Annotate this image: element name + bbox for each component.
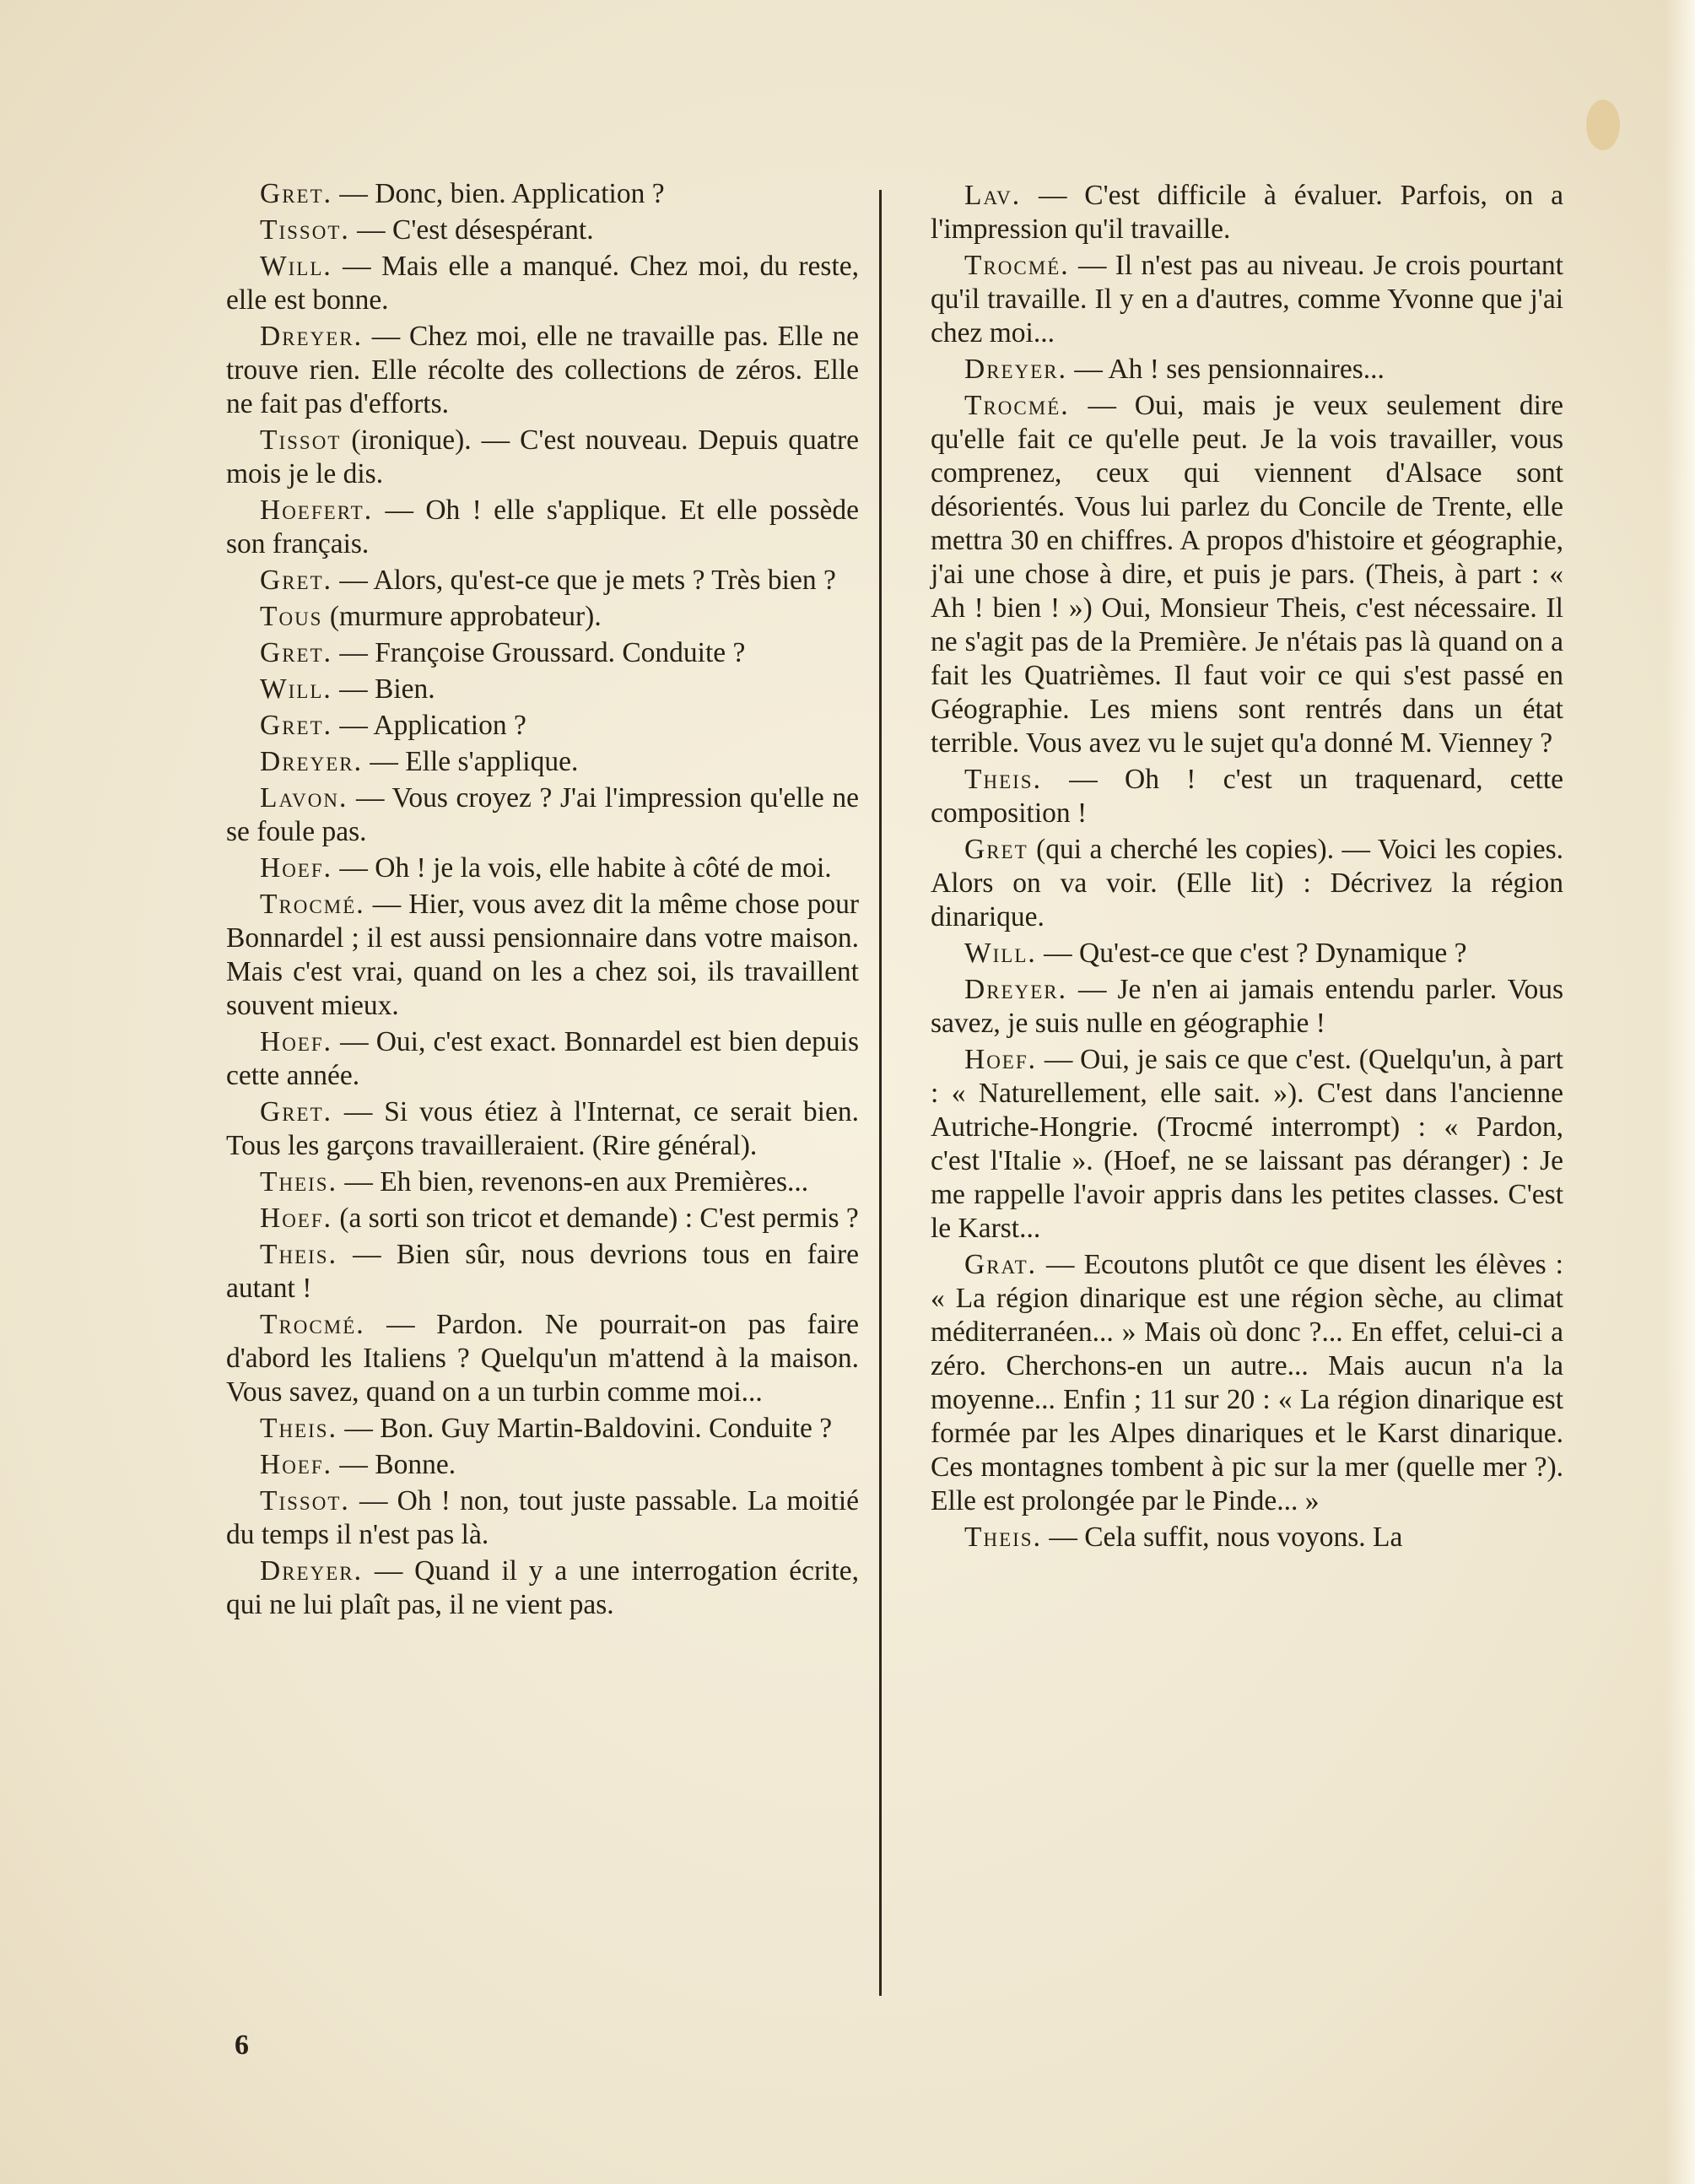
dialogue-paragraph <box>931 1521 1563 1554</box>
dialogue-text: — Il n'est pas au niveau. Je crois pourtant qu'il travaille. Il y en a d'autres, comme Yvonne que j'ai chez moi... <box>931 250 1563 349</box>
dialogue-paragraph <box>931 179 1563 246</box>
speaker-name: Dreyer. <box>260 321 363 352</box>
dialogue-text: — Bon. Guy Martin-Baldovini. Conduite ? <box>337 1413 833 1444</box>
dialogue-text: — Oh ! non, tout juste passable. La moitié du temps il n'est pas là. <box>226 1485 859 1550</box>
dialogue-paragraph <box>931 389 1563 760</box>
speaker-name: Hoef. <box>260 852 333 884</box>
dialogue-paragraph <box>226 709 859 743</box>
dialogue-paragraph <box>226 1412 859 1446</box>
dialogue-text: — Chez moi, elle ne travaille pas. Elle ne trouve rien. Elle récolte des collections de zéros. Elle ne fait pas d'efforts. <box>226 321 859 419</box>
speaker-name: Grat. <box>964 1249 1038 1280</box>
dialogue-paragraph <box>931 763 1563 830</box>
speaker-name: Lav. <box>964 180 1022 211</box>
dialogue-paragraph <box>226 1238 859 1306</box>
dialogue-text: — Oh ! je la vois, elle habite à côté de moi. <box>332 852 832 884</box>
speaker-name: Gret. <box>260 565 333 596</box>
dialogue-text: (qui a cherché les copies). — Voici les copies. Alors on va voir. (Elle lit) : Décrivez la région dinarique. <box>931 834 1563 933</box>
dialogue-paragraph <box>226 1308 859 1409</box>
dialogue-text: — Hier, vous avez dit la même chose pour Bonnardel ; il est aussi pensionnaire dans votre maison. Mais c'est vrai, quand on les a chez soi, ils travaillent souvent mieux. <box>226 889 859 1021</box>
dialogue-paragraph <box>226 214 859 247</box>
dialogue-paragraph <box>226 494 859 561</box>
dialogue-paragraph <box>226 1025 859 1093</box>
dialogue-paragraph <box>226 177 859 211</box>
speaker-name: Hoef. <box>964 1044 1038 1075</box>
speaker-name: Hoef. <box>260 1026 333 1057</box>
dialogue-paragraph <box>931 353 1563 387</box>
paper-stain <box>1586 100 1620 150</box>
dialogue-paragraph <box>226 781 859 849</box>
dialogue-paragraph <box>226 1554 859 1622</box>
dialogue-text: — Oh ! c'est un traquenard, cette composition ! <box>931 764 1563 829</box>
dialogue-paragraph <box>226 600 859 634</box>
dialogue-paragraph <box>226 888 859 1023</box>
speaker-name: Tissot. <box>260 214 350 246</box>
speaker-name: Gret. <box>260 710 333 741</box>
dialogue-text: — Application ? <box>332 710 526 741</box>
dialogue-text: — Oui, je sais ce que c'est. (Quelqu'un, à part : « Naturellement, elle sait. »). C'est dans l'ancienne Autriche-Hongrie. (Trocmé interrompt) : « Pardon, c'est l'Italie ». (Hoef, ne se laissant pas déranger) : Je me rappelle l'avoir appris dans les petites classes. C'est le Karst... <box>931 1044 1563 1244</box>
speaker-name: Will. <box>260 251 332 282</box>
dialogue-text: — C'est désespérant. <box>349 214 594 246</box>
dialogue-text: — Eh bien, revenons-en aux Premières... <box>337 1166 809 1197</box>
dialogue-paragraph <box>226 1095 859 1163</box>
speaker-name: Tissot. <box>260 1485 350 1516</box>
dialogue-text: — Bonne. <box>332 1449 456 1480</box>
dialogue-text: — Ah ! ses pensionnaires... <box>1066 354 1385 385</box>
speaker-name: Tissot <box>260 424 342 456</box>
dialogue-text: — Ecoutons plutôt ce que disent les élèves : « La région dinarique est une région sèche, au climat méditerranéen... » Mais où donc ?... En effet, celui-ci a zéro. Cherchons-en un autre... Mais aucun n'a la moyenne... Enfin ; 11 sur 20 : « La région dinarique est formée par les Alpes dinariques et le Karst dinarique. Ces montagnes tombent à pic sur la mer (quelle mer ?). Elle est prolongée par le Pinde... » <box>931 1249 1563 1516</box>
speaker-name: Theis. <box>964 1522 1042 1553</box>
speaker-name: Hoefert. <box>260 495 374 526</box>
dialogue-text: — Mais elle a manqué. Chez moi, du reste, elle est bonne. <box>226 251 859 316</box>
dialogue-paragraph <box>226 673 859 706</box>
dialogue-text: — Qu'est-ce que c'est ? Dynamique ? <box>1036 938 1467 969</box>
speaker-name: Hoef. <box>260 1203 333 1234</box>
dialogue-text: — Françoise Groussard. Conduite ? <box>332 637 746 668</box>
speaker-name: Will. <box>964 938 1037 969</box>
dialogue-text: — C'est difficile à évaluer. Parfois, on a l'impression qu'il travaille. <box>931 180 1563 245</box>
dialogue-text: — Bien sûr, nous devrions tous en faire autant ! <box>226 1239 859 1304</box>
dialogue-paragraph <box>226 250 859 317</box>
speaker-name: Gret. <box>260 178 333 209</box>
speaker-name: Theis. <box>260 1166 337 1197</box>
speaker-name: Trocmé. <box>260 1309 365 1340</box>
speaker-name: Will. <box>260 673 332 705</box>
speaker-name: Gret. <box>260 1096 333 1127</box>
page-number: 6 <box>235 2030 249 2061</box>
dialogue-paragraph <box>226 1165 859 1199</box>
dialogue-text: — Quand il y a une interrogation écrite, qui ne lui plaît pas, il ne vient pas. <box>226 1555 859 1620</box>
dialogue-paragraph <box>226 1484 859 1552</box>
speaker-name: Gret <box>964 834 1028 865</box>
speaker-name: Dreyer. <box>260 746 363 777</box>
speaker-name: Dreyer. <box>964 974 1067 1005</box>
column-divider <box>879 190 882 1996</box>
dialogue-text: — Pardon. Ne pourrait-on pas faire d'abord les Italiens ? Quelqu'un m'attend à la maison. Vous savez, quand on a un turbin comme moi... <box>226 1309 859 1408</box>
dialogue-text: — Si vous étiez à l'Internat, ce serait bien. Tous les garçons travailleraient. (Rire général). <box>226 1096 859 1161</box>
dialogue-paragraph <box>226 320 859 421</box>
speaker-name: Gret. <box>260 637 333 668</box>
left-column <box>226 177 859 1624</box>
dialogue-paragraph <box>931 973 1563 1041</box>
dialogue-text: — Oui, mais je veux seulement dire qu'elle fait ce qu'elle peut. Je la vois travailler, vous comprenez, ceux qui viennent d'Alsace sont désorientés. Vous lui parlez du Concile de Trente, elle mettra 30 en chiffres. A propos d'histoire et géographie, j'ai une chose à dire, et puis je pars. (Theis, à part : « Ah ! bien ! ») Oui, Monsieur Theis, c'est nécessaire. Il ne s'agit pas de la Première. Je n'étais pas là quand on a fait les Quatrièmes. Il faut voir ce qui s'est passé en Géographie. Les miens sont rentrés dans un état terrible. Vous avez vu le sujet qu'a donné M. Vienney ? <box>931 390 1563 759</box>
dialogue-text: — Bien. <box>332 673 435 705</box>
speaker-name: Theis. <box>260 1239 337 1270</box>
dialogue-paragraph <box>931 249 1563 350</box>
dialogue-paragraph <box>226 424 859 491</box>
page-edge <box>1665 0 1695 2184</box>
dialogue-paragraph <box>931 833 1563 934</box>
speaker-name: Theis. <box>964 764 1042 795</box>
speaker-name: Trocmé. <box>964 390 1070 421</box>
dialogue-paragraph <box>226 1202 859 1235</box>
speaker-name: Tous <box>260 601 323 632</box>
dialogue-text: (a sorti son tricot et demande) : C'est permis ? <box>332 1203 859 1234</box>
dialogue-paragraph <box>226 636 859 670</box>
dialogue-paragraph <box>931 1248 1563 1518</box>
dialogue-text: — Vous croyez ? J'ai l'impression qu'elle ne se foule pas. <box>226 782 859 847</box>
speaker-name: Dreyer. <box>260 1555 363 1587</box>
dialogue-text: — Alors, qu'est-ce que je mets ? Très bien ? <box>332 565 836 596</box>
speaker-name: Hoef. <box>260 1449 333 1480</box>
dialogue-text: — Elle s'applique. <box>362 746 579 777</box>
dialogue-text: — Oh ! elle s'applique. Et elle possède son français. <box>226 495 859 560</box>
dialogue-paragraph <box>226 1448 859 1482</box>
speaker-name: Theis. <box>260 1413 337 1444</box>
dialogue-paragraph <box>226 564 859 597</box>
speaker-name: Lavon. <box>260 782 348 814</box>
dialogue-text: — Donc, bien. Application ? <box>332 178 665 209</box>
dialogue-text: — Cela suffit, nous voyons. La <box>1041 1522 1403 1553</box>
speaker-name: Trocmé. <box>260 889 365 920</box>
speaker-name: Dreyer. <box>964 354 1067 385</box>
dialogue-paragraph <box>226 745 859 779</box>
dialogue-text: (murmure approbateur). <box>322 601 602 632</box>
speaker-name: Trocmé. <box>964 250 1070 281</box>
dialogue-paragraph <box>931 1043 1563 1246</box>
dialogue-paragraph <box>226 851 859 885</box>
right-column <box>931 179 1563 1557</box>
dialogue-text: (ironique). — C'est nouveau. Depuis quatre mois je le dis. <box>226 424 859 489</box>
dialogue-text: — Je n'en ai jamais entendu parler. Vous savez, je suis nulle en géographie ! <box>931 974 1563 1039</box>
dialogue-text: — Oui, c'est exact. Bonnardel est bien depuis cette année. <box>226 1026 859 1091</box>
dialogue-paragraph <box>931 937 1563 970</box>
